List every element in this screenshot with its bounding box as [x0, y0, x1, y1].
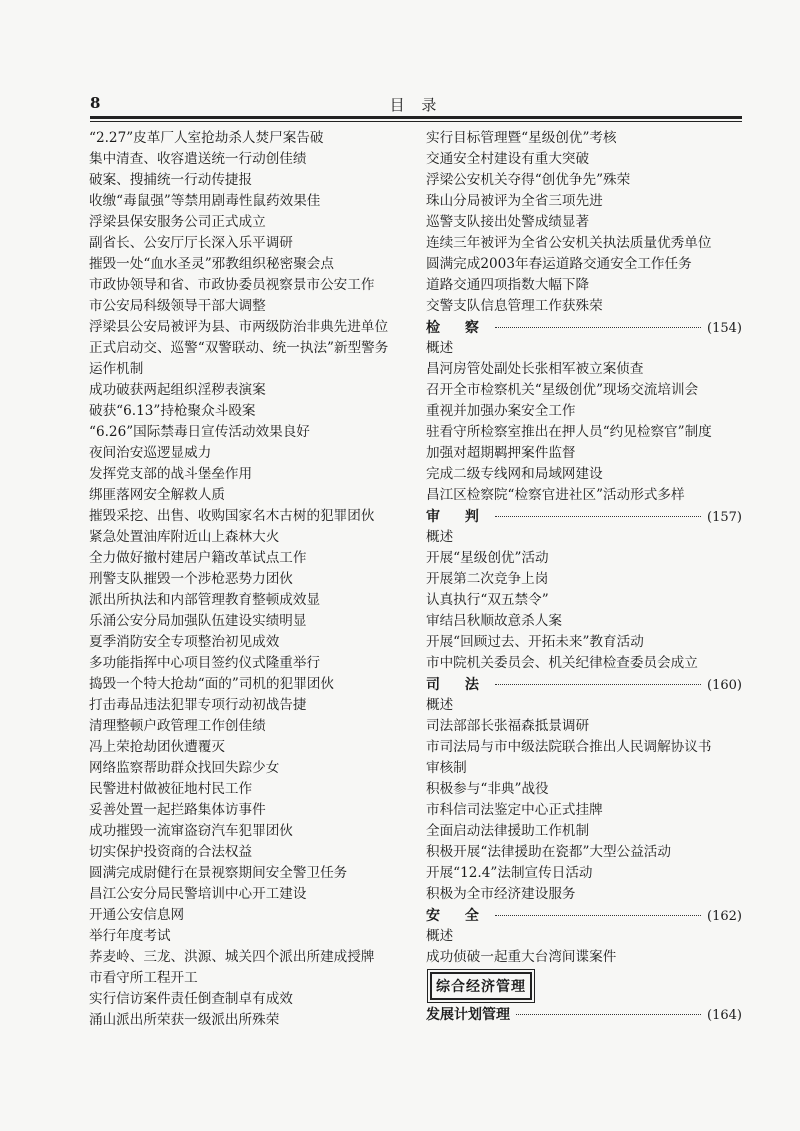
toc-entry: 开展“星级创优”活动: [426, 550, 549, 566]
toc-entry: 发挥党支部的战斗堡垒作用: [89, 466, 253, 482]
toc-entry: 概述: [426, 529, 454, 545]
toc-entry: “6.26”国际禁毒日宣传活动效果良好: [89, 424, 310, 440]
toc-entry: 市公安局科级领导干部大调整: [89, 298, 266, 314]
toc-entry: 荞麦岭、三龙、洪源、城关四个派出所建成授牌: [89, 949, 375, 965]
header-rule-thick: [90, 116, 742, 119]
toc-entry: 妥善处置一起拦路集体访事件: [89, 802, 266, 818]
toc-entry: 概述: [426, 928, 454, 944]
section-page-number: (157): [707, 510, 742, 525]
toc-entry: 开展第二次竞争上岗: [426, 571, 549, 587]
toc-entry: 市中院机关委员会、机关纪律检查委员会成立: [426, 655, 698, 671]
toc-entry: 涌山派出所荣获一级派出所殊荣: [89, 1012, 280, 1028]
toc-entry: 加强对超期羁押案件监督: [426, 445, 576, 461]
section-heading: [426, 317, 742, 338]
toc-entry: 收缴“毒鼠强”等禁用剧毒性鼠药效果佳: [89, 193, 321, 209]
section-page-number: (162): [707, 909, 742, 924]
toc-entry: 捣毁一个特大抢劫“面的”司机的犯罪团伙: [89, 676, 334, 692]
section-title: 发展计划管理: [426, 1007, 510, 1023]
section-title: 安 全: [426, 908, 489, 924]
toc-entry: 网络监察帮助群众找回失踪少女: [89, 760, 280, 776]
leader-dots: [495, 506, 701, 517]
section-heading: [426, 506, 742, 527]
leader-dots: [495, 317, 701, 328]
toc-entry: 市司法局与市中级法院联合推出人民调解协议书: [426, 739, 712, 755]
leader-dots: [495, 674, 701, 685]
toc-entry: 切实保护投资商的合法权益: [89, 844, 253, 860]
toc-entry: 冯上荣抢劫团伙遭覆灭: [89, 739, 225, 755]
section-title: 司 法: [426, 677, 489, 693]
toc-entry: 积极开展“法律援助在瓷都”大型公益活动: [426, 844, 671, 860]
toc-entry: 夜间治安巡逻显威力: [89, 445, 212, 461]
toc-entry: 交警支队信息管理工作获殊荣: [426, 298, 603, 314]
section-page-number: (160): [707, 678, 742, 693]
toc-entry: 夏季消防安全专项整治初见成效: [89, 634, 280, 650]
toc-entry: 运作机制: [89, 361, 144, 377]
toc-entry: 开展“回顾过去、开拓未来”教育活动: [426, 634, 644, 650]
page-header: [90, 94, 742, 116]
toc-entry: 破获“6.13”持枪聚众斗殴案: [89, 403, 256, 419]
toc-entry: 召开全市检察机关“星级创优”现场交流培训会: [426, 382, 699, 398]
section-page-number: (164): [707, 1008, 742, 1023]
right-column: [426, 128, 742, 1025]
toc-entry: 副省长、公安厅厅长深入乐平调研: [89, 235, 293, 251]
toc-entry: 民警进村做被征地村民工作: [89, 781, 253, 797]
toc-entry: 审核制: [426, 760, 467, 776]
toc-entry: 珠山分局被评为全省三项先进: [426, 193, 603, 209]
toc-entry: 交通安全村建设有重大突破: [426, 151, 590, 167]
toc-entry: 浮梁公安机关夺得“创优争先”殊荣: [426, 172, 631, 188]
toc-entry: 全面启动法律援助工作机制: [426, 823, 590, 839]
section-heading: [426, 674, 742, 695]
toc-entry: 概述: [426, 340, 454, 356]
toc-entry: 昌江公安分局民警培训中心开工建设: [89, 886, 307, 902]
toc-entry: 实行目标管理暨“星级创优”考核: [426, 130, 617, 146]
toc-entry: 多功能指挥中心项目签约仪式隆重举行: [89, 655, 321, 671]
leader-dots: [516, 1004, 701, 1015]
section-page-number: (154): [707, 321, 742, 336]
toc-entry: 驻看守所检察室推出在押人员“约见检察官”制度: [426, 424, 712, 440]
toc-entry: 摧毁采挖、出售、收购国家名木古树的犯罪团伙: [89, 508, 375, 524]
toc-entry: 集中清查、收容遣送统一行动创佳绩: [89, 151, 307, 167]
toc-entry: 认真执行“双五禁令”: [426, 592, 549, 608]
toc-entry: 正式启动交、巡警“双警联动、统一执法”新型警务: [89, 340, 389, 356]
toc-entry: “2.27”皮革厂人室抢劫杀人焚尸案告破: [89, 130, 324, 146]
toc-entry: 司法部部长张福森抵景调研: [426, 718, 590, 734]
toc-entry: 浮梁县保安服务公司正式成立: [89, 214, 266, 230]
header-rule-thin: [90, 121, 742, 122]
toc-entry: 浮梁县公安局被评为县、市两级防治非典先进单位: [89, 319, 389, 335]
section-heading: [426, 1004, 742, 1025]
header-title: 目 录: [389, 96, 443, 114]
toc-entry: 紧急处置油库附近山上森林大火: [89, 529, 280, 545]
toc-entry: 全力做好撤村建居户籍改革试点工作: [89, 550, 307, 566]
toc-entry: 圆满完成2003年春运道路交通安全工作任务: [426, 256, 692, 272]
toc-entry: 绑匪落网安全解救人质: [89, 487, 225, 503]
toc-entry: 举行年度考试: [89, 928, 171, 944]
toc-entry: 清理整顿户政管理工作创佳绩: [89, 718, 266, 734]
toc-entry: 刑警支队摧毁一个涉枪恶势力团伙: [89, 571, 293, 587]
toc-entry: 成功摧毁一流窜盗窃汽车犯罪团伙: [89, 823, 293, 839]
toc-entry: 连续三年被评为全省公安机关执法质量优秀单位: [426, 235, 712, 251]
toc-entry: 昌河房管处副处长张相军被立案侦查: [426, 361, 644, 377]
toc-entry: 昌江区检察院“检察官进社区”活动形式多样: [426, 487, 685, 503]
left-column: [89, 128, 411, 1031]
toc-entry: 概述: [426, 697, 454, 713]
toc-entry: 道路交通四项指数大幅下降: [426, 277, 590, 293]
section-title: 审 判: [426, 509, 489, 525]
section-heading: [426, 905, 742, 926]
section-title: 检 察: [426, 320, 489, 336]
toc-entry: 摧毁一处“血水圣灵”邪教组织秘密聚会点: [89, 256, 334, 272]
toc-entry: 积极参与“非典”战役: [426, 781, 549, 797]
toc-entry: 成功侦破一起重大台湾间谍案件: [426, 949, 617, 965]
toc-entry: 市科信司法鉴定中心正式挂牌: [426, 802, 603, 818]
toc-entry: 圆满完成尉健行在景视察期间安全警卫任务: [89, 865, 348, 881]
toc-entry: 开通公安信息网: [89, 907, 185, 923]
page-number: 8: [90, 94, 101, 112]
boxed-heading: 综合经济管理: [430, 972, 532, 1000]
toc-entry: 市政协领导和省、市政协委员视察景市公安工作: [89, 277, 375, 293]
toc-entry: 派出所执法和内部管理教育整顿成效显: [89, 592, 321, 608]
toc-entry: 积极为全市经济建设服务: [426, 886, 576, 902]
toc-entry: 完成二级专线网和局域网建设: [426, 466, 603, 482]
toc-entry: 审结吕秋顺故意杀人案: [426, 613, 562, 629]
toc-entry: 实行信访案件责任倒查制卓有成效: [89, 991, 293, 1007]
toc-entry: 破案、搜捕统一行动传捷报: [89, 172, 253, 188]
toc-entry: 市看守所工程开工: [89, 970, 198, 986]
leader-dots: [495, 905, 701, 916]
boxed-heading-wrap: [426, 968, 742, 1004]
toc-entry: 开展“12.4”法制宣传日活动: [426, 865, 593, 881]
toc-entry: 乐涌公安分局加强队伍建设实绩明显: [89, 613, 307, 629]
toc-entry: 重视并加强办案安全工作: [426, 403, 576, 419]
toc-entry: 打击毒品违法犯罪专项行动初战告捷: [89, 697, 307, 713]
toc-entry: 成功破获两起组织淫秽表演案: [89, 382, 266, 398]
toc-entry: 巡警支队接出处警成绩显著: [426, 214, 590, 230]
